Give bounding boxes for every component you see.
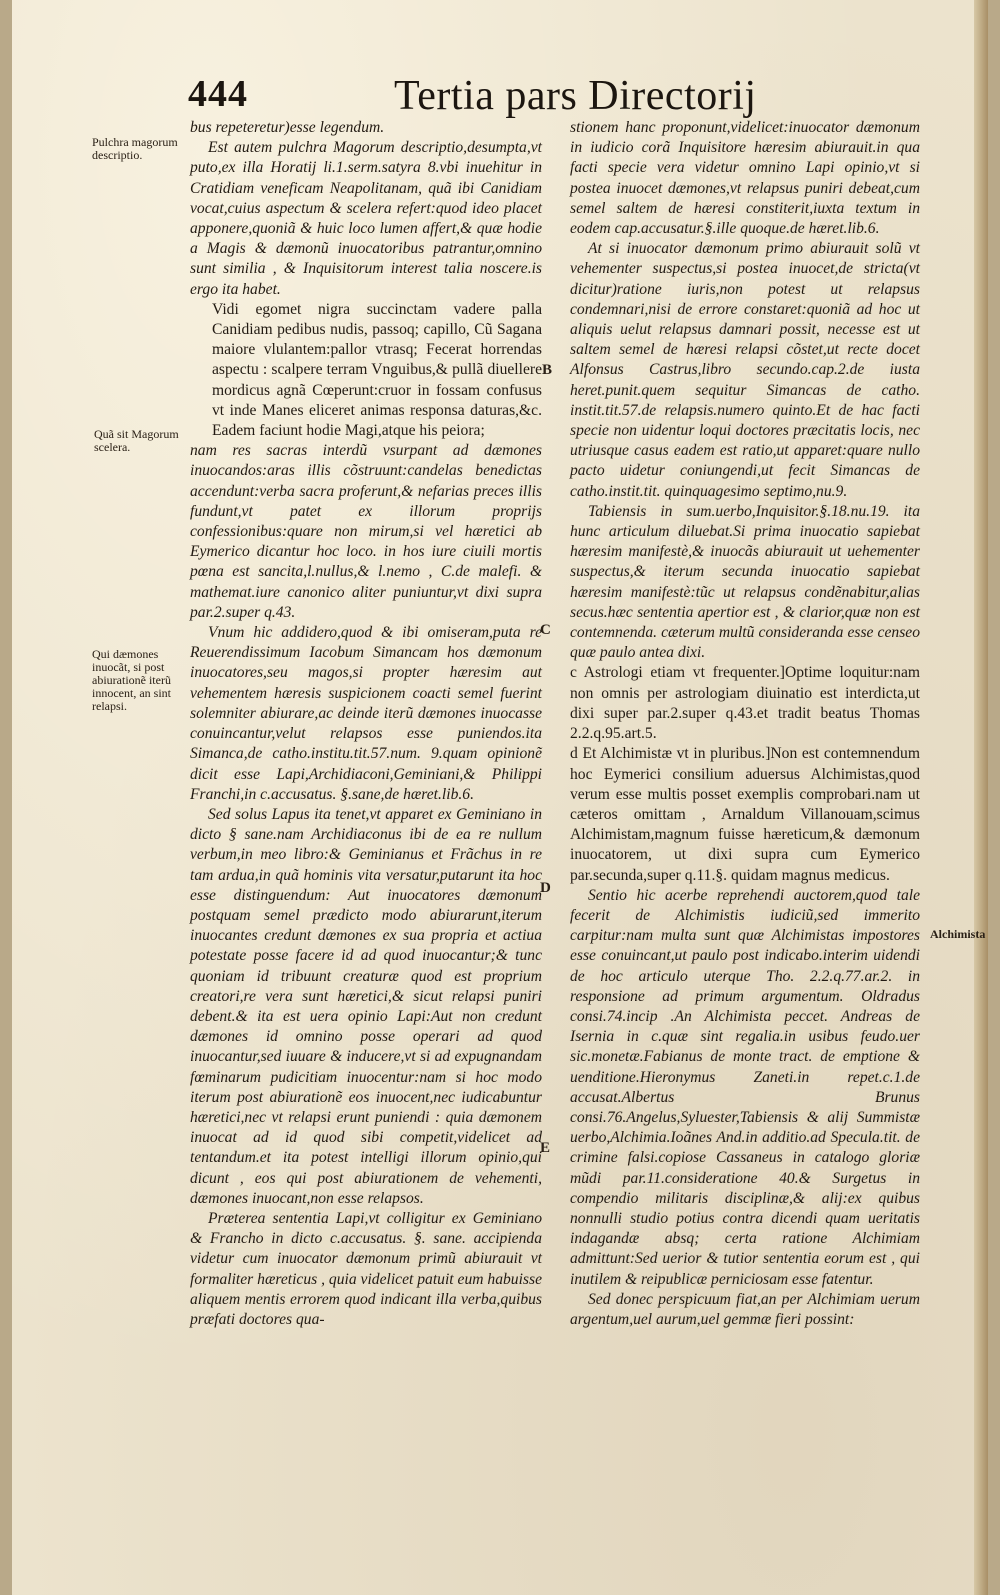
paragraph: Sed solus Lapus ita tenet,vt apparet ex Geminiano in dicto § sane.nam Archidiaconus ibi de ea re nullum verbum,in meo libro:& Geminianus et Frãchus in re tam ardua,in quã hominis vita versatur,putarunt ita hoc esse distinguendum: Aut inuocatores dæmonum postquam semel prædicto modo abiurarunt,iterum inuocantes credunt dæmones ex sua propria et actiua potestate posse facere id ad quod inuocantur;& tunc quoniam id tribuunt creaturæ quod est proprium creatori,re vera sunt hæretici,& sicut relapsi puniri debent.& ita est uera opinio Lapi:Aut non credunt dæmones id omnino posse operari ad quod inuocantur,sed iuuare & inducere,vt si ad expugnandam fœminarum pudicitiam inuocentur:nam si hoc modo iterum post abiurationẽ eos inuocent,nec iudicabuntur hæretici,nec vt relapsi erunt puniendi : quia dæmonem inuocat ad id quod sibi competit,videlicet ad tentandum.et ita potest intelligi illorum opinio,qui dicunt , eos qui post abiurationem de vehementi, dæmones inuocant,non esse relapsos. xyxy=(190,805,542,1207)
marginal-note: Quã sit Magorum scelera. xyxy=(94,427,179,454)
book-page xyxy=(12,0,988,1595)
paragraph: d Et Alchimistæ vt in pluribus.]Non est contemnendum hoc Eymerici consilium aduersus Alchimistas,quod verum esse multis posset exemplis comprobari.nam ut cæteros omittam , Arnaldum Villanouam,scimus Alchimistam,magnum fuisse hæreticum,& dæmonum inuocatorem, ut dixi supra cum Eymerico par.secunda,super q.11.§. quidam magnus medicus. xyxy=(570,745,920,884)
page-number: 444 xyxy=(188,73,248,115)
paragraph: stionem hanc proponunt,videlicet:inuocator dæmonum in iudicio corã Inquisitore hæresim abiurauit.in qua facti specie vera videtur omnino Lapi opinio,vt si postea inuocet dæmones,vt relapsus puniri debeat,cum semel saltem de hæresi constiterit,iuxta textum in eodem cap.accusatur.§.ille quoque.de hæret.lib.6. xyxy=(570,119,920,238)
paragraph: Vidi egomet nigra succinctam vadere palla Canidiam pedibus nudis, passoq; capillo, Cũ Sagana maiore vlulantem:pallor vtrasq; Fecerat horrendas aspectu : scalpere terram Vnguibus,& pullã diuellere mordicus agnã Cœperunt:cruor in fossam confusus vt inde Manes eliceret animas responsa daturas,&c. Eadem faciunt hodie Magi,atque his peiora; xyxy=(212,300,542,440)
left-column xyxy=(190,118,542,1330)
margin-letter: D xyxy=(540,880,551,896)
right-column xyxy=(570,118,920,1330)
paragraph: Tabiensis in sum.uerbo,Inquisitor.§.18.nu.19. ita hunc articulum diluebat.Si prima inuocatio sapiebat hæresim manifestè,& inuocãs abiurauit ut uehementer suspectus,& iterum secunda inuocatio sapiebat hæresim manifestè:tũc ut relapsus condẽnabitur,alias secus.hæc sententia apertior est , & clarior,quæ non est contemnenda. cæterum multũ consideranda esse censeo quæ paulo antea dixi. xyxy=(570,502,920,662)
marginal-note: Pulchra magorum descriptio. xyxy=(92,135,178,162)
paragraph: Est autem pulchra Magorum descriptio,desumpta,vt puto,ex illa Horatij li.1.serm.satyra 8.vbi inuehitur in Cratidiam veneficam Neapolitanam, quã ibi Canidiam vocat,cuius aspectum & scelera refert:quod ideo placet apponere,quoniã & huic loco lumen affert,& quæ hodie a Magis & dæmonũ inuocatoribus patrantur,omnino sunt similia , & Inquisitorum interest talia noscere.is ergo ita habet. xyxy=(190,139,542,298)
paragraph: Sed donec perspicuum fiat,an per Alchimiam uerum argentum,uel aurum,uel gemmæ fieri possint: xyxy=(570,1290,920,1328)
paragraph: bus repeteretur)esse legendum. xyxy=(190,119,385,136)
margin-letter: C xyxy=(540,622,551,638)
paragraph: nam res sacras interdũ vsurpant ad dæmones inuocandos:aras illis cõstruunt:candelas benedictas accendunt:verba sacra proferunt,& nefarias preces illis fundunt,vt patet ex illorum proprijs confessionibus:quare non mirum,si vel hæretici ab Eymerico dicantur hoc loco. in hos iure ciuili mortis pœna est sancita,l.nullus,& l.nemo , C.de malefi. & mathemat.iure canonico aliter puniuntur,vt dixi supra par.2.super q.43. xyxy=(190,442,542,621)
paragraph: c Astrologi etiam vt frequenter.]Optime loquitur:nam non omnis per astrologiam diuinatio est interdicta,ut dixi super par.2.super q.43.et tradit beatus Thomas 2.2.q.95.art.5. xyxy=(570,664,920,743)
paragraph: Sentio hic acerbe reprehendi auctorem,quod tale fecerit de Alchimistis iudiciũ,sed immerito carpitur:nam multa sunt quæ Alchimistas impostores esse conuincant,ut paulo post indicabo.interim uidendi de hoc articulo uterque Tho. 2.2.q.77.ar.2. in responsione ad primum argumentum. Oldradus consi.74.incip .An Alchimista peccet. Andreas de Isernia in c.quæ sint regalia.in usibus feudo.uer sic.monetæ.Fabianus de monte tract. de emptione & uenditione.Hieronymus Zaneti.in repet.c.1.de accusat.Albertus Brunus consi.76.Angelus,Syluester,Tabiensis & alij Summistæ uerbo,Alchimia.Ioãnes And.in additio.ad Specula.tit. de crimine falsi.copiose Cassaneus in catalogo gloriæ mũdi par.11.consideratione 40.& Surgetus in compendio militaris disciplinæ,& alij:ex quibus nonnulli studio potius contra dicendi quam ueritatis indagandæ absq; certa ratione Alchimiam admittunt:Sed uerior & tutior sententia eorum est , qui inutilem & reipublicæ perniciosam esse fatentur. xyxy=(570,886,920,1288)
paragraph: Vnum hic addidero,quod & ibi omiseram,puta re Reuerendissimum Iacobum Simancam hos dæmonum inuocatores,seu magos,si propter hæresim aut vehementem hæresis suspicionem coacti semel fuerint solemniter abiurare,ac deinde iterũ dæmones inuocasse conuincantur,velut relapsos esse puniendos.ita Simanca,de catho.institu.tit.57.num. 9.quam opinionẽ dicit esse Lapi,Archidiaconi,Geminiani,& Philippi Franchi,in c.accusatus. §.sane,de hæret.lib.6. xyxy=(190,624,542,803)
marginal-note: Alchimista xyxy=(930,927,986,941)
paragraph: At si inuocator dæmonum primo abiurauit solũ vt vehementer suspectus,si postea inuocet,de stricta(vt dicitur)ratione iuris,non potest ut relapsus condemnari,nisi de errore constaret:quoniã ad hoc ut aliquis uelut relapsus damnari possit, necesse est ut saltem semel de hæresi relapsi cõstet,ut recte docet Alfonsus Castrus,libro secundo.cap.2.de iusta heret.punit.quem sequitur Simancas de catho. instit.tit.57.de relapsis.numero quinto.Et de hac facti specie non uidentur loqui doctores præcitatis locis, nec utriusque casus eadem est ratio,ut apparet:quare nullo pacto uidetur coniungendi,ut fecit Simancas de catho.instit.tit. quinquagesimo septimo,nu.9. xyxy=(570,240,920,500)
paragraph: Præterea sententia Lapi,vt colligitur ex Geminiano & Francho in dicto c.accusatus. §. sane. accipienda videtur cum inuocator dæmonum primũ abiurauit vt formaliter hæreticus , quia videlicet patuit eum habuisse aliquem mentis errorem quod indicant illa verba,quibus præfati doctores qua- xyxy=(190,1209,542,1328)
margin-letter: E xyxy=(540,1140,551,1156)
page-gutter xyxy=(974,0,988,1595)
running-title: Tertia pars Directorij xyxy=(394,73,757,119)
margin-letter: B xyxy=(542,362,553,378)
marginal-note: Qui dæmones inuocãt, si post abiurationẽ iterũ innocent, an sint relapsi. xyxy=(92,647,171,713)
